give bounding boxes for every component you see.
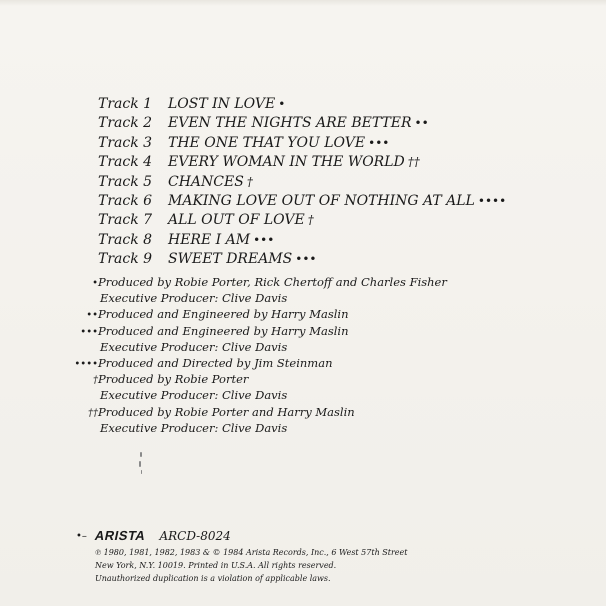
- credit-text: Produced by Robie Porter and Harry Maslin: [98, 404, 355, 419]
- credit-line: [74, 355, 447, 371]
- credit-marker: ††: [88, 407, 98, 419]
- track-number: Track 8: [98, 231, 153, 248]
- print-speck: [140, 452, 142, 457]
- credit-line: [74, 387, 447, 403]
- credit-marker: †: [93, 375, 98, 387]
- track-row: [98, 192, 506, 211]
- track-number: Track 5: [98, 173, 153, 190]
- copyright-line: ℗ 1980, 1981, 1982, 1983 & © 1984 Arista Records, Inc., 6 West 57th Street: [95, 548, 408, 557]
- track-title: SWEET DREAMS: [168, 251, 293, 268]
- credit-line: [74, 323, 447, 339]
- credit-line: [74, 306, 447, 322]
- credit-marker: •••: [295, 252, 317, 267]
- track-title: HERE I AM: [168, 231, 251, 248]
- track-row: [98, 134, 506, 153]
- credit-marker: ••••: [477, 193, 507, 208]
- address-line: New York, N.Y. 10019. Printed in U.S.A. All rights reserved.: [95, 561, 337, 570]
- credit-line: [74, 290, 447, 306]
- track-row: [98, 211, 506, 230]
- credit-marker: ••••: [74, 358, 98, 370]
- credit-marker: •••: [368, 135, 390, 150]
- track-number: Track 4: [98, 154, 153, 171]
- credit-marker: •••: [80, 326, 98, 338]
- credit-marker: ••: [414, 116, 429, 131]
- track-number: Track 6: [98, 192, 153, 209]
- print-speck: [141, 470, 142, 474]
- credit-text: Produced by Robie Porter, Rick Chertoff and Charles Fisher: [98, 275, 447, 289]
- credit-marker: •••: [253, 232, 275, 247]
- credit-text: Produced and Directed by Jim Steinman: [98, 355, 333, 370]
- credit-marker: •: [92, 278, 98, 289]
- duplication-notice: Unauthorized duplication is a violation of applicable laws.: [95, 574, 331, 583]
- track-row: [98, 114, 506, 133]
- credit-line: [74, 339, 447, 355]
- track-list: [98, 95, 506, 270]
- credit-marker: †: [246, 174, 253, 189]
- track-number: Track 9: [98, 251, 153, 268]
- credit-line: [74, 420, 447, 436]
- arista-logo: ARISTA: [93, 528, 148, 543]
- credit-line: [74, 404, 447, 420]
- credit-line: [74, 274, 447, 290]
- track-title: THE ONE THAT YOU LOVE: [168, 134, 366, 151]
- track-row: [98, 153, 506, 172]
- print-speck: [139, 461, 141, 467]
- top-edge-shadow: [0, 0, 606, 6]
- track-row: [98, 231, 506, 250]
- credit-text: Produced and Engineered by Harry Maslin: [98, 307, 349, 322]
- credit-marker: ††: [407, 155, 420, 170]
- credit-marker: ••: [86, 310, 98, 322]
- credit-text: Executive Producer: Clive Davis: [100, 291, 288, 306]
- track-number: Track 1: [98, 96, 153, 112]
- track-title: ALL OUT OF LOVE: [168, 212, 305, 229]
- credit-text: Executive Producer: Clive Davis: [100, 420, 288, 435]
- label-footer: [95, 525, 407, 584]
- track-row: [98, 95, 506, 114]
- track-title: CHANCES: [168, 173, 244, 190]
- production-credits: [74, 274, 447, 436]
- track-row: [98, 173, 506, 192]
- credit-line: [74, 371, 447, 387]
- track-number: Track 7: [98, 212, 153, 229]
- credit-text: Produced and Engineered by Harry Maslin: [98, 323, 349, 338]
- credit-marker: †: [307, 213, 314, 228]
- credit-marker: •: [278, 97, 286, 111]
- track-title: EVEN THE NIGHTS ARE BETTER: [168, 115, 412, 132]
- track-title: EVERY WOMAN IN THE WORLD: [168, 154, 405, 171]
- track-number: Track 2: [98, 115, 153, 132]
- track-title: MAKING LOVE OUT OF NOTHING AT ALL: [168, 192, 475, 209]
- credit-text: Executive Producer: Clive Davis: [100, 339, 288, 354]
- track-title: LOST IN LOVE: [168, 96, 276, 112]
- logo-row: [95, 525, 407, 545]
- track-row: [98, 250, 506, 269]
- credit-text: Produced by Robie Porter: [98, 372, 249, 387]
- catalog-number: ARCD-8024: [159, 529, 231, 543]
- credit-text: Executive Producer: Clive Davis: [100, 388, 288, 403]
- track-number: Track 3: [98, 134, 153, 151]
- arrow-icon: •–: [76, 531, 87, 542]
